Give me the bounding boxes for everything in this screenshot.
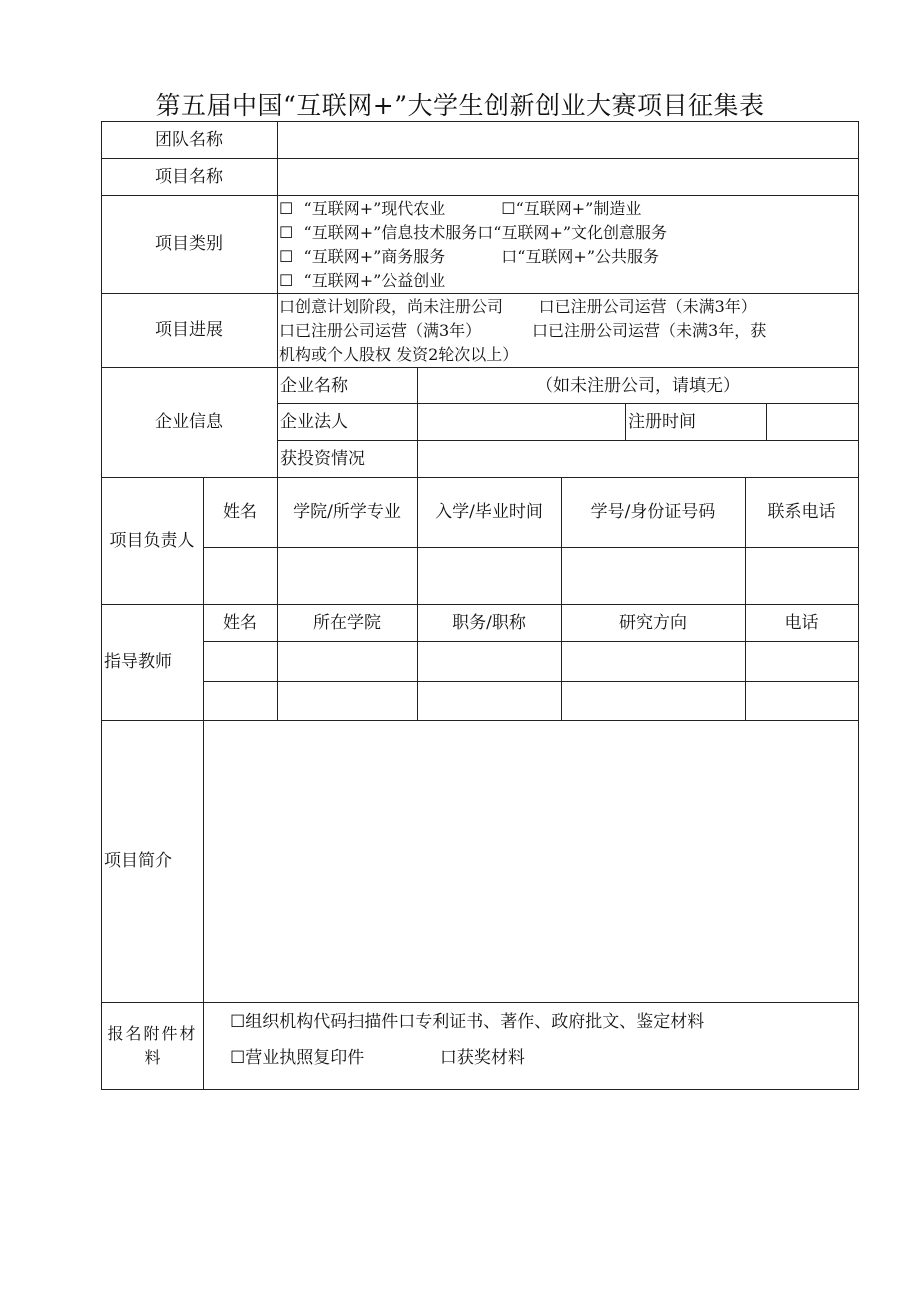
advisor-row-1-college[interactable] [278, 642, 417, 681]
advisor-label: 指导教师 [104, 652, 172, 672]
advisor-row-2-research[interactable] [562, 682, 745, 720]
project-leader-label: 项目负责人 [109, 530, 195, 551]
attachments-label-line: 报名附件材 [107, 1024, 198, 1043]
legal-person-label: 企业法人 [280, 412, 348, 432]
advisor-row-1-phone[interactable] [746, 642, 858, 681]
project-intro-label: 项目简介 [104, 851, 172, 871]
attachments-label-line: 料 [144, 1048, 161, 1067]
team-name-field[interactable] [278, 122, 858, 158]
registration-time-field[interactable] [767, 404, 858, 440]
project-name-field[interactable] [278, 159, 858, 195]
leader-header-id: 学号/身份证号码 [590, 502, 716, 522]
progress-option-line[interactable]: 机构或个人股权 发资2轮次以上） [279, 345, 519, 364]
advisor-row-2-college[interactable] [278, 682, 417, 720]
leader-header-phone: 联系电话 [767, 502, 836, 522]
leader-name-field[interactable] [204, 548, 277, 604]
progress-option-line[interactable]: 口已注册公司运营（满3年） 口已注册公司运营（未满3年，获 [279, 321, 767, 340]
page-title: 第五届中国“互联网+”大学生创新创业大赛项目征集表 [155, 91, 765, 120]
leader-phone-field[interactable] [746, 548, 858, 604]
enterprise-info-label: 企业信息 [155, 412, 223, 432]
advisor-row-2-title[interactable] [418, 682, 561, 720]
advisor-header-name: 姓名 [223, 612, 257, 633]
advisor-header-phone: 电话 [784, 612, 819, 633]
leader-enrollment-field[interactable] [418, 548, 561, 604]
leader-header-name: 姓名 [223, 502, 257, 522]
advisor-row-1-title[interactable] [418, 642, 561, 681]
advisor-row-1-research[interactable] [562, 642, 745, 681]
advisor-header-college: 所在学院 [313, 612, 381, 633]
advisor-row-2-name[interactable] [204, 682, 277, 720]
leader-header-enrollment: 入学/毕业时间 [435, 502, 543, 522]
investment-field[interactable] [418, 441, 858, 477]
advisor-row-1-name[interactable] [204, 642, 277, 681]
leader-id-field[interactable] [562, 548, 745, 604]
advisor-header-title: 职务/职称 [452, 612, 526, 633]
project-category-options[interactable] [279, 197, 857, 293]
investment-label: 获投资情况 [280, 449, 365, 469]
attachment-option-line[interactable]: ☐营业执照复印件 口获奖材料 [230, 1048, 525, 1068]
leader-header-major: 学院/所学专业 [293, 502, 401, 522]
progress-option-line[interactable]: 口创意计划阶段，尚未注册公司 口已注册公司运营（未满3年） [279, 297, 757, 316]
advisor-row-2-phone[interactable] [746, 682, 858, 720]
project-progress-label: 项目进展 [155, 320, 223, 340]
attachments-label [102, 1022, 203, 1072]
enterprise-name-field[interactable]: （如未注册公司，请填无） [536, 375, 740, 396]
enterprise-name-label: 企业名称 [280, 375, 348, 396]
registration-time-label: 注册时间 [628, 412, 696, 432]
attachments-options[interactable] [230, 1010, 858, 1082]
leader-major-field[interactable] [278, 548, 417, 604]
project-name-label: 项目名称 [155, 166, 223, 187]
project-category-label: 项目类别 [155, 234, 223, 254]
category-option-line[interactable]: ☐ “互联网+”信息技术服务口“互联网+”文化创意服务 [279, 223, 668, 242]
category-option-line[interactable]: ☐ “互联网+”公益创业 [279, 271, 446, 290]
project-progress-options[interactable] [279, 295, 857, 367]
advisor-header-research: 研究方向 [619, 612, 687, 633]
project-intro-field[interactable] [204, 721, 858, 1002]
team-name-label: 团队名称 [155, 129, 223, 150]
attachment-option-line[interactable]: ☐组织机构代码扫描件口专利证书、著作、政府批文、鉴定材料 [230, 1012, 705, 1032]
category-option-line[interactable]: ☐ “互联网+”商务服务 口“互联网+”公共服务 [279, 247, 659, 266]
category-option-line[interactable]: ☐ “互联网+”现代农业 ☐“互联网+”制造业 [279, 199, 642, 218]
legal-person-field[interactable] [418, 404, 625, 440]
